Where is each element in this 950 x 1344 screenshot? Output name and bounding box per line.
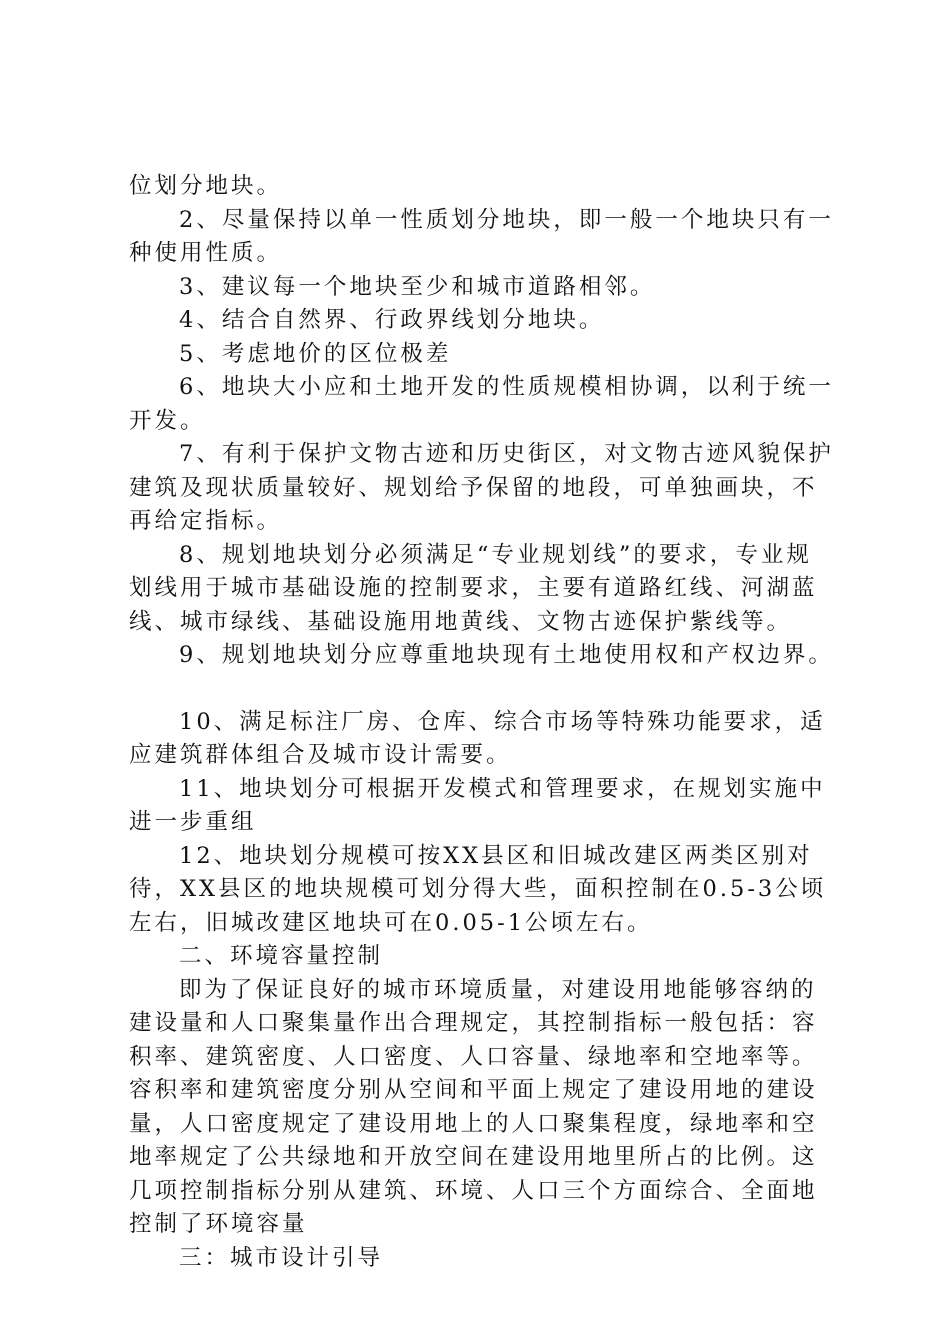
document-body	[129, 170, 835, 1275]
environment-capacity-body: 即为了保证良好的城市环境质量，对建设用地能够容纳的建设量和人口聚集量作出合理规定，其控制指标一般包括：容积率、建筑密度、人口密度、人口容量、绿地率和空地率等。容积率和建筑密度分别从空间和平面上规定了建设用地的建设量，人口密度规定了建设用地上的人口聚集程度，绿地率和空地率规定了公共绿地和开放空间在建设用地里所占的比例。这几项控制指标分别从建筑、环境、人口三个方面综合、全面地控制了环境容量	[129, 976, 818, 1237]
list-item-5: 5、考虑地价的区位极差	[179, 340, 452, 367]
paragraph-gap	[129, 673, 835, 706]
paragraph-continuation: 位划分地块。	[129, 173, 283, 199]
list-item-12: 12、地块划分规模可按XX县区和旧城改建区两类区别对待，XX县区的地块规模可划分得大些，面积控制在0.5-3公顷左右，旧城改建区地块可在0.05-1公顷左右。	[129, 842, 827, 936]
list-item-6: 6、地块大小应和土地开发的性质规模相协调，以利于统一开发。	[129, 374, 834, 434]
list-item-7: 7、有利于保护文物古迹和历史街区，对文物古迹风貌保护建筑及现状质量较好、规划给予保留的地段，可单独画块，不再给定指标。	[129, 441, 834, 534]
list-item-3: 3、建议每一个地块至少和城市道路相邻。	[179, 273, 656, 300]
list-item-4: 4、结合自然界、行政界线划分地块。	[179, 307, 605, 333]
list-item-10: 10、满足标注厂房、仓库、综合市场等特殊功能要求，适应建筑群体组合及城市设计需要。	[129, 708, 826, 768]
list-item-2: 2、尽量保持以单一性质划分地块，即一般一个地块只有一种使用性质。	[129, 206, 834, 266]
list-item-9: 9、规划地块划分应尊重地块现有土地使用权和产权边界。	[179, 642, 834, 668]
section-heading-urban-design: 三：城市设计引导	[179, 1244, 384, 1271]
list-item-8: 8、规划地块划分必须满足“专业规划线”的要求，专业规划线用于城市基础设施的控制要求，主要有道路红线、河湖蓝线、城市绿线、基础设施用地黄线、文物古迹保护紫线等。	[129, 541, 818, 635]
list-item-11: 11、地块划分可根据开发模式和管理要求，在规划实施中进一步重组	[129, 775, 826, 835]
section-heading-environment-capacity: 二、环境容量控制	[179, 943, 384, 969]
